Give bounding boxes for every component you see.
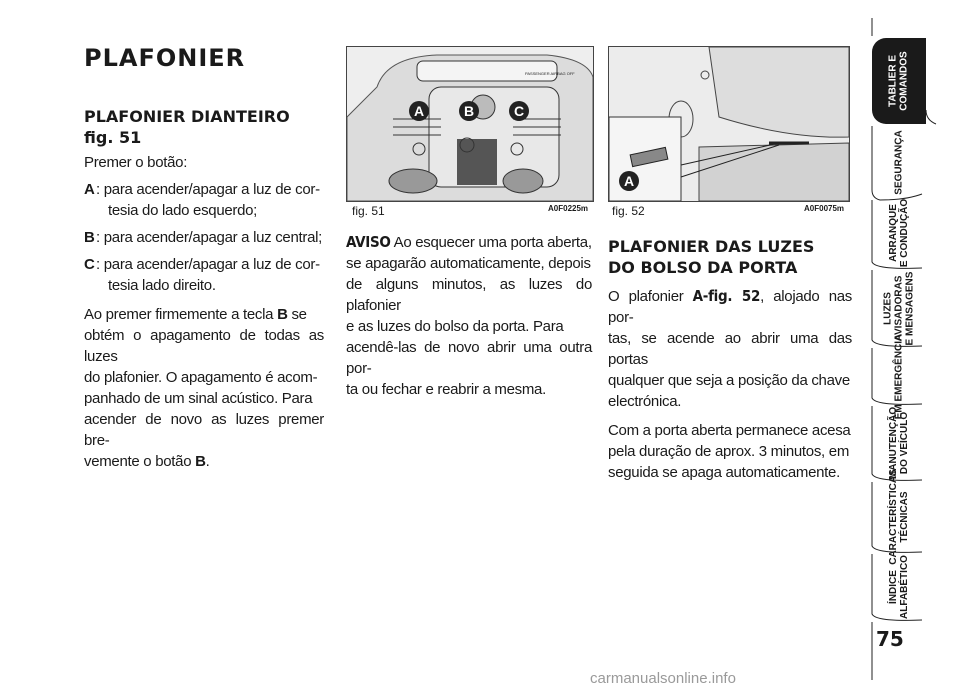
figure-52 (608, 46, 850, 202)
tab-tablier-e-comandos[interactable]: TABLIER E COMANDOS (872, 38, 926, 124)
item-key: C (84, 256, 95, 273)
item-text: : para acender/apagar a luz de cor- (96, 181, 320, 198)
item-text-cont: tesia do lado esquerdo; (108, 202, 258, 219)
item-key: A (84, 181, 95, 198)
warning-paragraph: AVISO Ao esquecer uma porta aberta, se apagarão automaticamente, depois de alguns minutos, as luzes do plafonier e as luzes do bolso da porta. Para acendê-las de novo abrir uma outra por- ta ou fechar e reabrir a mesma. (346, 233, 592, 398)
middle-column (346, 232, 592, 400)
figure-ref: A-fig. 52 (692, 287, 761, 305)
airbag-label: PASSENGER AIRBAG OFF (525, 71, 575, 76)
ceiling-light-illustration (347, 47, 593, 201)
right-column (608, 236, 852, 483)
section-heading-front (84, 106, 324, 148)
tab-caracteristicas-tecnicas[interactable]: CARACTERÍSTICAS TÉCNICAS (888, 469, 910, 565)
chapter-sidebar (866, 0, 960, 692)
key-ref: B (277, 306, 288, 323)
item-text: : para acender/apagar a luz de cor- (96, 256, 320, 273)
left-column (84, 106, 324, 472)
item-key: B (84, 229, 95, 246)
warning-label: AVISO (346, 233, 391, 251)
callout-a: A (623, 173, 635, 189)
body-paragraph: Com a porta aberta permanece acesa pela duração de aprox. 3 minutos, em seguida se apaga automaticamente. (608, 422, 851, 481)
callout-a: A (413, 103, 425, 119)
list-item (84, 254, 324, 296)
tab-em-emergencia[interactable]: EM EMERGÊNCIA (893, 333, 905, 419)
callout-c: C (513, 103, 525, 119)
section-heading-line1: PLAFONIER DIANTEIRO (84, 107, 290, 126)
tab-indice-alfabetico[interactable]: ÍNDICE ALFABÉTICO (888, 555, 911, 619)
list-item (84, 179, 324, 221)
key-ref: B (195, 453, 206, 470)
door-pocket-light-illustration (609, 47, 849, 201)
section-heading-door (608, 236, 852, 278)
list-item (84, 227, 324, 248)
watermark-text: carmanualsonline.info (590, 670, 736, 687)
figure-51-caption: fig. 51 (352, 204, 385, 218)
tab-luzes-avisadoras[interactable]: LUZES AVISADORAS E MENSAGENS (882, 271, 916, 345)
callout-b: B (463, 103, 475, 119)
item-text-cont: tesia lado direito. (108, 277, 216, 294)
section-heading-line2: DO BOLSO DA PORTA (608, 258, 798, 277)
figure-52-caption: fig. 52 (612, 204, 645, 218)
tab-arranque-e-conducao[interactable]: ARRANQUE E CONDUÇÃO (888, 198, 910, 268)
figure-51 (346, 46, 594, 202)
page-title: PLAFONIER (84, 44, 246, 72)
page-number: 75 (876, 627, 904, 651)
section-heading-line2: fig. 51 (84, 128, 142, 147)
body-paragraph: O plafonier A-fig. 52, alojado nas por- tas, se acende ao abrir uma das portas qualquer que seja a posição da chave electrónica. (608, 287, 852, 410)
section-heading-line1: PLAFONIER DAS LUZES (608, 237, 815, 256)
tab-manutencao-do-veiculo[interactable]: MANUTENÇÃO DO VEÍCULO (888, 406, 910, 480)
figure-52-code: A0F0075m (804, 204, 845, 213)
item-text: : para acender/apagar a luz central; (96, 229, 323, 246)
intro-text: Premer o botão: (84, 154, 188, 171)
figure-51-code: A0F0225m (548, 204, 589, 213)
tab-seguranca[interactable]: SEGURANÇA (893, 129, 905, 195)
body-paragraph: Ao premer firmemente a tecla B se obtém o apagamento de todas as luzes do plafonier. O apagamento é acom- panhado de um sinal acústico. Para acender de novo as luzes premer bre- vemente o botão B. (84, 306, 324, 470)
